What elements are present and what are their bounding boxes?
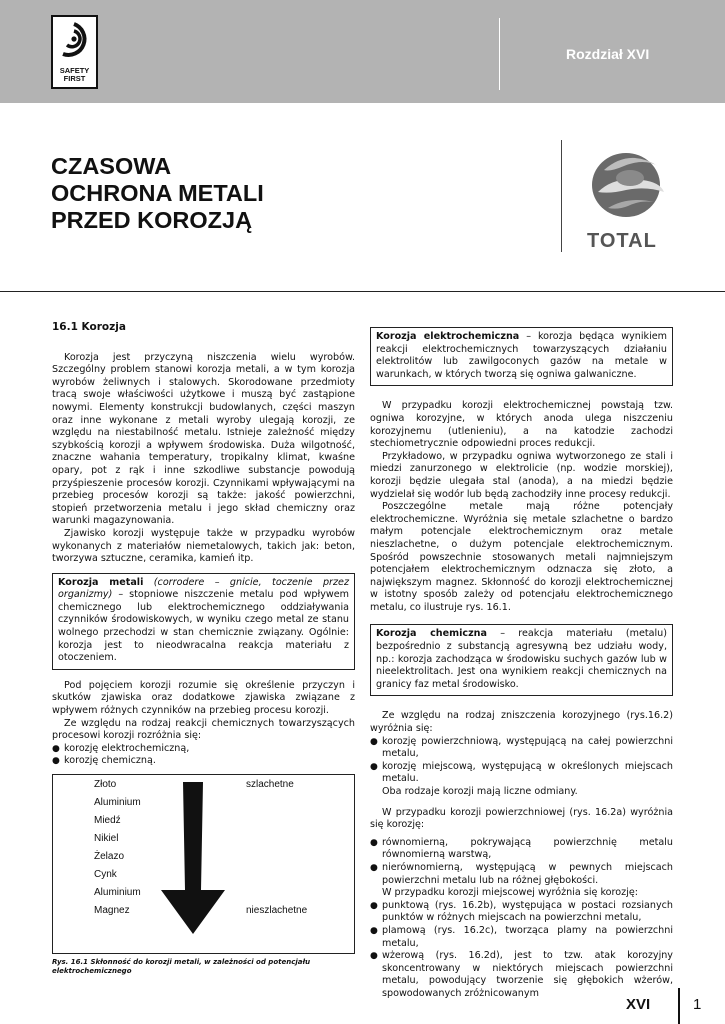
bullet-list [52,743,355,768]
paragraph: Przykładowo, w przypadku ogniwa wytworzonego ze stali i miedzi zanurzonego w elektrolicie (np. wodzie morskiej), korozji będzie ulegała stal (anoda), a na miedzi będzie wydzielał się wodór lub będą zachodziły inne procesy redukcji. [370,450,673,500]
metal-label: Cynk [94,869,117,880]
safety-logo-text: SAFETY FIRST [59,66,90,83]
definition-term: Korozja metali [58,576,144,588]
bullet-list [370,837,673,887]
paragraph: Oba rodzaje korozji mają liczne odmiany. [382,786,578,797]
total-emblem-icon [584,140,674,228]
definition-text: – reakcja materiału (metalu) bezpośrednio z substancją agresywną bez udziału wody, np.: korozja zachodząca w środowisku suchych gazów lub w nieelektrolitach. Jest ona wynikiem reakcji chemicznych na granicy faz metal środowisko. [376,628,667,690]
base-label: nieszlachetne [246,905,308,916]
definition-box-chemical [370,624,673,696]
paragraph: Korozja jest przyczyną niszczenia wielu wyrobów. Szczególny problem stanowi korozja metali, a w tym korozja wyrobów żeliwnych i stalowych. Skorodowane przedmioty tracą swoje właściwości użytkowe i muszą być zastąpione nowymi. Elementy konstrukcji budowlanych, części maszyn oraz inne wykonane z metali wyroby ulegają korozji, ze względu na niestabilność metalu. Istnieje zależność między szybkością korozji a wpływem środowiska. Duża wilgotność, znaczne wahania temperatury, tropikalny klimat, kwaśne opary, pot z rąk i inne szkodliwe substancje powodują przyśpieszenie procesów korozji. Czynnikami wpływającymi na przebieg procesów korozji są także: jakość powierzchni, stopień przetworzenia metalu i jego skład chemiczny oraz warunki magazynowania. [52,351,355,527]
metal-label: Złoto [94,779,117,790]
page-title: CZASOWA OCHRONA METALI PRZED KOROZJĄ [51,153,264,233]
noble-label: szlachetne [246,779,294,790]
definition-box-metal-corrosion [52,573,355,670]
paragraph: Pod pojęciem korozji rozumie się określenie przyczyn i skutków zjawiska oraz dodatkowe zjawiska związane z wpływem różnych czynników na przebieg procesu korozji. [52,679,355,717]
list-item: ● korozję chemiczną. [52,755,355,768]
safety-first-logo [51,15,98,89]
footer-chapter: XVI [626,996,651,1013]
right-column [370,327,673,1001]
safety-emblem-icon [57,21,92,63]
definition-text: – korozja będąca wynikiem reakcji elektrochemicznych towarzyszących działaniu elektrolitów lub zawilgoconych gazów na metale w warunkach, w których tworzą się ogniwa galwaniczne. [376,331,667,380]
figure-caption: Rys. 16.1 Skłonność do korozji metali, w zależności od potencjału elektrochemicznego [52,958,311,975]
title-divider [561,140,562,252]
left-column [52,321,355,768]
metal-label: Magnez [94,905,130,916]
down-arrow-icon [161,782,225,934]
figure-corrosion-tendency [52,774,355,954]
definition-term: Korozja chemiczna [376,628,487,640]
list-item: ● korozję miejscową, występującą w określonych miejscach metalu. [370,761,673,786]
definition-box-electrochemical [370,327,673,386]
bullet-list [370,900,673,1001]
section-rule [0,291,725,292]
definition-text: – stopniowe niszczenie metalu pod wpływem chemicznego lub elektrochemicznego oddziaływania czynników środowiskowych, w wyniku czego metal ze stanu wolnego przechodzi w stan chemicznie związany. Ogólnie: korozja jest to nieodwracalna reakcja materiału z otoczeniem. [58,589,349,664]
paragraph: Zjawisko korozji występuje także w przypadku wyrobów wykonanych z materiałów niemetalowych, takich jak: beton, tworzywa sztuczne, ceramika, kamień itp. [52,527,355,565]
metal-label: Aluminium [94,887,141,898]
brand-name: TOTAL [587,230,657,252]
paragraph: W przypadku korozji elektrochemicznej powstają tzw. ogniwa korozyjne, w których anoda ulega niszczeniu korozyjnemu (utlenieniu), a na katodzie zachodzi stechiometrycznie odpowiedni proces redukcji. [370,400,673,450]
header-divider [499,18,500,90]
section-heading: 16.1 Korozja [52,321,126,333]
paragraph: W przypadku korozji miejscowej wyróżnia się korozję: [382,887,638,899]
metal-label: Nikiel [94,833,119,844]
metal-label: Miedź [94,815,121,826]
metal-label: Aluminium [94,797,141,808]
bullet-list [370,736,673,786]
paragraph: Poszczególne metale mają różne potencjały elektrochemiczne. Wyróżnia się metale szlachetne o bardzo małym potencjale elektrochemicznym oraz metale nieszlachetne, o dużym potencjale elektrochemicznym. Spośród powszechnie stosowanych metali najmniejszym potencjałem elektrochemicznym odznacza się złoto, a największym magnez. Skłonność do korozji elektrochemicznej w istotny sposób zależy od potencjału elektrochemicznego metalu, co ilustruje rys. 16.1. [370,501,673,613]
list-item: ● wżerową (rys. 16.2d), jest to tzw. atak korozyjny skoncentrowany w niektórych miejscach powierzchni metalu, powodujący tworzenie się głębokich wżerów, spowodowanych zróżnicowanym [370,950,673,1000]
metal-label: Żelazo [94,851,125,862]
paragraph: Ze względu na rodzaj zniszczenia korozyjnego (rys.16.2) wyróżnia się: [370,710,673,735]
list-item: ● korozję elektrochemiczną, [52,743,355,756]
paragraph: Ze względu na rodzaj reakcji chemicznych towarzyszących procesowi korozji rozróżnia się: [52,717,355,742]
definition-etymology: (corrodere – gnicie, toczenie przez organizmy) [58,576,349,601]
list-item: ● nierównomierną, występującą w pewnych miejscach powierzchni metalu lub na różnej głębokości. [370,862,673,887]
list-item: ● korozję powierzchniową, występującą na całej powierzchni metalu, [370,736,673,761]
chapter-label: Rozdział XVI [566,46,650,62]
page-number: 1 [693,996,702,1013]
list-item: ● równomierną, pokrywającą powierzchnię metalu równomierną warstwą, [370,837,673,862]
list-item: ● punktową (rys. 16.2b), występująca w postaci rozsianych punktów w różnych miejscach na powierzchni metalu, [370,900,673,925]
list-item: ● plamową (rys. 16.2c), tworząca plamy na powierzchni metalu, [370,925,673,950]
footer-divider [678,988,680,1024]
definition-term: Korozja elektrochemiczna [376,331,520,342]
paragraph: W przypadku korozji powierzchniowej (rys. 16.2a) wyróżnia się korozję: [370,806,673,831]
